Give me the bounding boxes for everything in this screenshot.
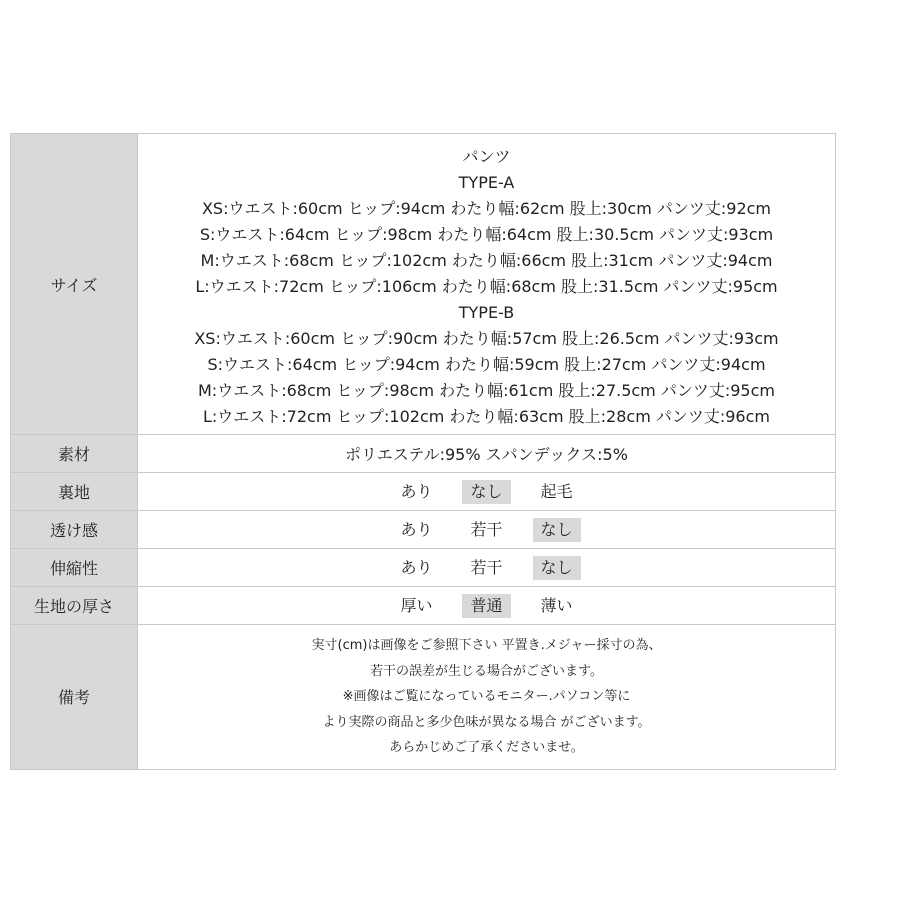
stretch-option: あり bbox=[400, 557, 433, 577]
sheerness-label: 透け感 bbox=[11, 511, 138, 549]
material-value: ポリエステル:95% スパンデックス:5% bbox=[138, 435, 836, 473]
lining-options bbox=[392, 480, 580, 504]
lining-option: 起毛 bbox=[540, 481, 573, 501]
thickness-option: 薄い bbox=[540, 595, 573, 615]
thickness-option: 普通 bbox=[462, 594, 510, 618]
thickness-options bbox=[392, 594, 580, 618]
sheerness-row bbox=[11, 511, 836, 549]
thickness-row bbox=[11, 587, 836, 625]
size-line: TYPE-A bbox=[458, 173, 515, 192]
size-line: L:ウエスト:72cm ヒップ:106cm わたり幅:68cm 股上:31.5cm パンツ丈:95cm bbox=[195, 277, 778, 296]
sheerness-option: あり bbox=[400, 519, 433, 539]
stretch-option: なし bbox=[533, 556, 581, 580]
sheerness-option: 若干 bbox=[470, 519, 503, 539]
sheerness-option: なし bbox=[533, 518, 581, 542]
size-line: XS:ウエスト:60cm ヒップ:90cm わたり幅:57cm 股上:26.5cm パンツ丈:93cm bbox=[194, 329, 779, 348]
stretch-row bbox=[11, 549, 836, 587]
material-label: 素材 bbox=[11, 435, 138, 473]
size-label: サイズ bbox=[11, 134, 138, 435]
size-line: パンツ bbox=[462, 147, 511, 166]
size-lines bbox=[138, 134, 835, 434]
stretch-options bbox=[392, 556, 580, 580]
size-line: M:ウエスト:68cm ヒップ:98cm わたり幅:61cm 股上:27.5cm パンツ丈:95cm bbox=[198, 381, 775, 400]
notes-label: 備考 bbox=[11, 625, 138, 770]
stretch-label: 伸縮性 bbox=[11, 549, 138, 587]
stretch-option: 若干 bbox=[470, 557, 503, 577]
notes-text bbox=[138, 625, 835, 769]
size-value bbox=[138, 134, 836, 435]
size-line: M:ウエスト:68cm ヒップ:102cm わたり幅:66cm 股上:31cm パンツ丈:94cm bbox=[200, 251, 773, 270]
product-spec-table bbox=[10, 133, 836, 770]
sheerness-options bbox=[392, 518, 580, 542]
notes-row bbox=[11, 625, 836, 770]
thickness-label: 生地の厚さ bbox=[11, 587, 138, 625]
notes-line: 若干の誤差が生じる場合がございます。 bbox=[370, 663, 603, 679]
size-line: L:ウエスト:72cm ヒップ:102cm わたり幅:63cm 股上:28cm パンツ丈:96cm bbox=[202, 407, 770, 426]
lining-option: なし bbox=[462, 480, 510, 504]
size-line: S:ウエスト:64cm ヒップ:94cm わたり幅:59cm 股上:27cm パンツ丈:94cm bbox=[207, 355, 766, 374]
size-line: TYPE-B bbox=[458, 303, 515, 322]
lining-label: 裏地 bbox=[11, 473, 138, 511]
notes-line: より実際の商品と多少色味が異なる場合 がございます。 bbox=[322, 714, 651, 730]
size-row bbox=[11, 134, 836, 435]
size-line: S:ウエスト:64cm ヒップ:98cm わたり幅:64cm 股上:30.5cm パンツ丈:93cm bbox=[199, 225, 774, 244]
lining-option: あり bbox=[400, 481, 433, 501]
lining-row bbox=[11, 473, 836, 511]
notes-line: ※画像はご覧になっているモニター.パソコン等に bbox=[342, 689, 631, 704]
thickness-option: 厚い bbox=[400, 595, 433, 615]
size-line: XS:ウエスト:60cm ヒップ:94cm わたり幅:62cm 股上:30cm パンツ丈:92cm bbox=[201, 199, 772, 218]
notes-line: 実寸(cm)は画像をご参照下さい 平置き.メジャー採寸の為、 bbox=[311, 638, 662, 653]
material-row bbox=[11, 435, 836, 473]
notes-line: あらかじめご了承くださいませ。 bbox=[389, 740, 584, 755]
